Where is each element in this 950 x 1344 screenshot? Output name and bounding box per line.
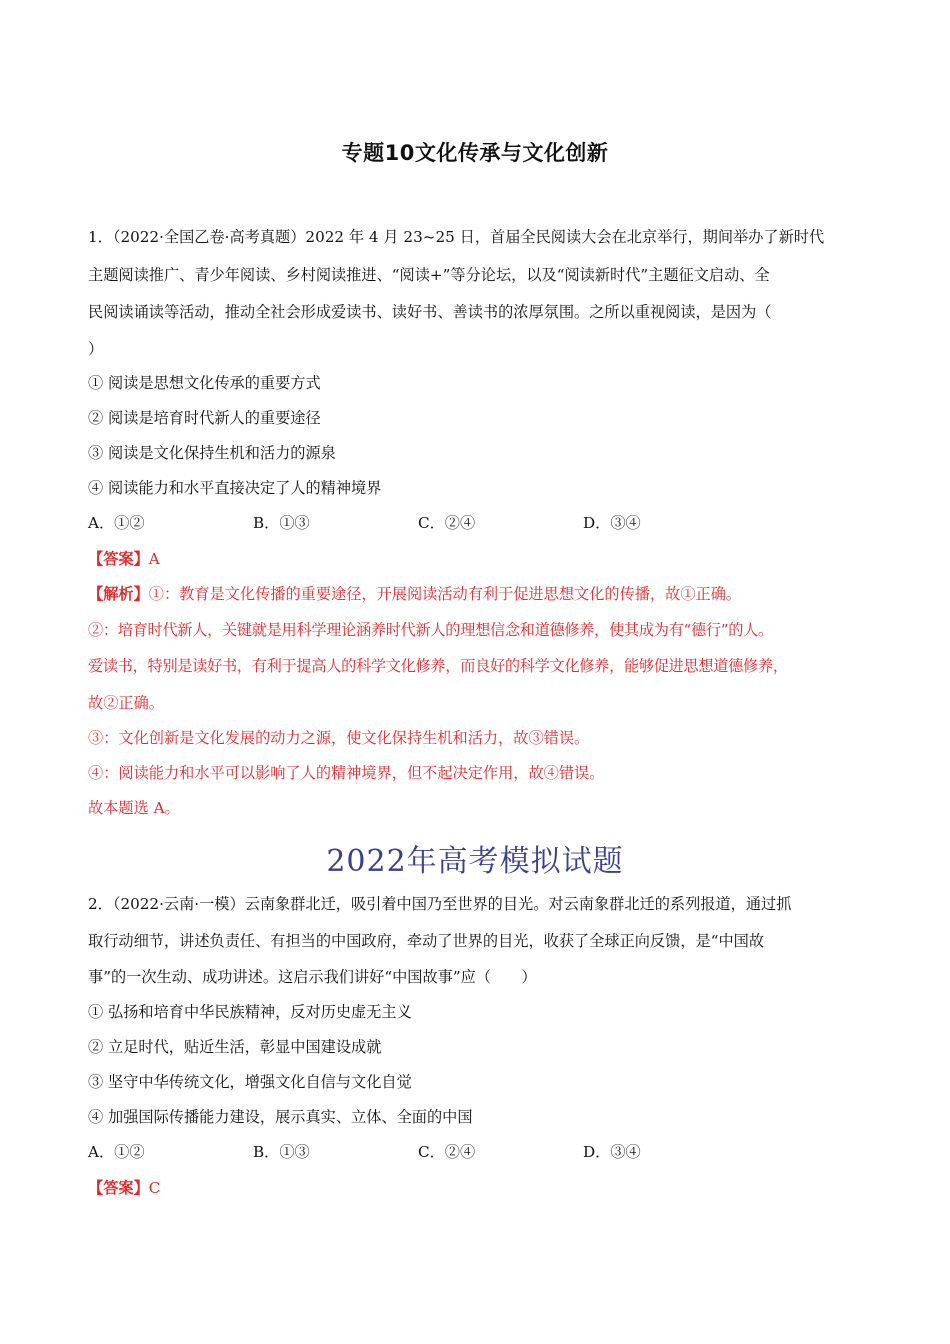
q1-statement: ② 阅读是培育时代新人的重要途径 <box>88 409 321 427</box>
answer-value: A <box>148 550 160 568</box>
q1-analysis-line: ②：培育时代新人，关键就是用科学理论涵养时代新人的理想信念和道德修养，使其成为有“德行”的人。 <box>88 621 773 639</box>
q2-stem-line: 事”的一次生动、成功讲述。这启示我们讲好“中国故事”应（ ） <box>88 968 537 986</box>
q2-stem-line: 取行动细节，讲述负责任、有担当的中国政府，牵动了世界的目光，收获了全球正向反馈，是“中国故 <box>88 932 765 950</box>
q1-statement: ① 阅读是思想文化传承的重要方式 <box>88 374 321 392</box>
section-heading: 2022年高考模拟试题 <box>326 844 624 879</box>
q1-analysis-line: 爱读书，特别是读好书，有利于提高人的科学文化修养，而良好的科学文化修养，能够促进思想道德修养， <box>88 657 788 675</box>
q1-analysis <box>88 584 868 604</box>
q2-stem-line: 2．（2022·云南·一模）云南象群北迁，吸引着中国乃至世界的目光。对云南象群北迁的系列报道，通过抓 <box>88 895 792 913</box>
q2-answer <box>88 1178 868 1198</box>
answer-label: 【答案】 <box>88 1179 149 1197</box>
q2-option-c: C．②④ <box>418 1143 476 1161</box>
q2-option-b: B．①③ <box>253 1143 310 1161</box>
q1-stem-line: 主题阅读推广、青少年阅读、乡村阅读推进、“阅读+”等分论坛，以及“阅读新时代”主题征文启动、全 <box>88 266 770 284</box>
page-title: 专题10文化传承与文化创新 <box>341 141 609 165</box>
q1-stem-line: 民阅读诵读等活动，推动全社会形成爱读书、读好书、善读书的浓厚氛围。之所以重视阅读，是因为（ <box>88 303 772 321</box>
q2-statement: ② 立足时代，贴近生活，彰显中国建设成就 <box>88 1038 382 1056</box>
q1-stem-line: ） <box>88 340 104 358</box>
q2-statement: ③ 坚守中华传统文化，增强文化自信与文化自觉 <box>88 1073 412 1091</box>
q1-option-d: D．③④ <box>583 514 641 532</box>
q1-option-b: B．①③ <box>253 514 310 532</box>
q2-option-a: A．①② <box>88 1143 145 1161</box>
q1-statement: ③ 阅读是文化保持生机和活力的源泉 <box>88 444 336 462</box>
answer-value: C <box>148 1179 161 1197</box>
q2-statement: ④ 加强国际传播能力建设，展示真实、立体、全面的中国 <box>88 1108 473 1126</box>
q1-statement: ④ 阅读能力和水平直接决定了人的精神境界 <box>88 479 382 497</box>
q1-analysis-line: ③：文化创新是文化发展的动力之源，使文化保持生机和活力，故③错误。 <box>88 729 590 747</box>
q2-option-d: D．③④ <box>583 1143 641 1161</box>
q1-option-a: A．①② <box>88 514 145 532</box>
q1-answer <box>88 549 868 569</box>
analysis-text: ①：教育是文化传播的重要途径，开展阅读活动有利于促进思想文化的传播，故①正确。 <box>148 585 742 603</box>
q1-stem-line: 1．（2022·全国乙卷·高考真题）2022 年 4 月 23~25 日，首届全民阅读大会在北京举行，期间举办了新时代 <box>88 228 825 246</box>
q2-statement: ① 弘扬和培育中华民族精神，反对历史虚无主义 <box>88 1003 412 1021</box>
q1-option-c: C．②④ <box>418 514 476 532</box>
answer-label: 【答案】 <box>88 550 149 568</box>
q1-analysis-line: 故②正确。 <box>88 694 164 712</box>
q1-analysis-line: ④：阅读能力和水平可以影响了人的精神境界，但不起决定作用，故④错误。 <box>88 764 605 782</box>
analysis-label: 【解析】 <box>88 585 149 603</box>
q1-analysis-line: 故本题选 A。 <box>88 799 180 817</box>
